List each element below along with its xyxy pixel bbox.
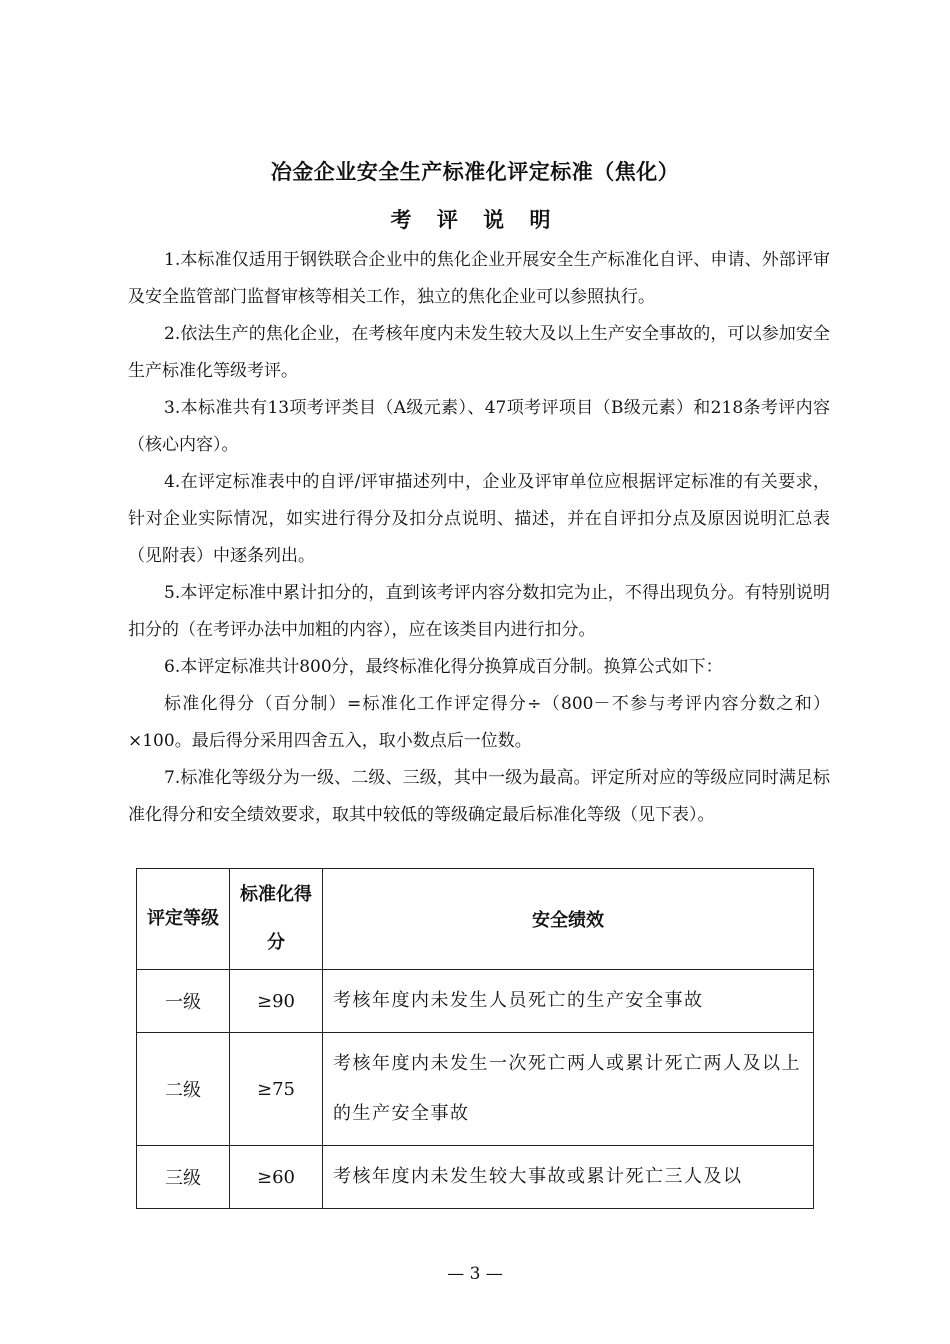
section-heading: 考 评 说 明 — [390, 208, 560, 232]
body-text — [128, 242, 830, 834]
grade-cell: 二级 — [137, 1033, 230, 1146]
table-row — [137, 1146, 814, 1209]
paragraph: 5.本评定标准中累计扣分的，直到该考评内容分数扣完为止，不得出现负分。有特别说明扣分的（在考评办法中加粗的内容），应在该类目内进行扣分。 — [128, 583, 830, 640]
document-title: 冶金企业安全生产标准化评定标准（焦化） — [270, 160, 680, 184]
table-header-row — [137, 869, 814, 970]
performance-cell: 考核年度内未发生较大事故或累计死亡三人及以 — [323, 1146, 814, 1209]
paragraph: 2.依法生产的焦化企业，在考核年度内未发生较大及以上生产安全事故的，可以参加安全生产标准化等级考评。 — [128, 324, 830, 381]
paragraph: 标准化得分（百分制）=标准化工作评定得分÷（800－不参与考评内容分数之和）×100。最后得分采用四舍五入，取小数点后一位数。 — [128, 694, 830, 751]
score-cell: ≥75 — [230, 1033, 323, 1146]
paragraph: 4.在评定标准表中的自评/评审描述列中，企业及评审单位应根据评定标准的有关要求，针对企业实际情况，如实进行得分及扣分点说明、描述，并在自评扣分点及原因说明汇总表（见附表）中逐条列出。 — [128, 472, 830, 566]
header-grade: 评定等级 — [137, 869, 230, 970]
paragraph: 3.本标准共有13项考评类目（A级元素）、47项考评项目（B级元素）和218条考评内容（核心内容）。 — [128, 398, 830, 455]
score-cell: ≥90 — [230, 970, 323, 1033]
performance-cell: 考核年度内未发生人员死亡的生产安全事故 — [323, 970, 814, 1033]
header-score: 标准化得分 — [230, 869, 323, 970]
grade-cell: 一级 — [137, 970, 230, 1033]
grade-cell: 三级 — [137, 1146, 230, 1209]
grade-table — [136, 868, 814, 1209]
score-cell: ≥60 — [230, 1146, 323, 1209]
page-number: — 3 — — [447, 1264, 503, 1284]
paragraph: 1.本标准仅适用于钢铁联合企业中的焦化企业开展安全生产标准化自评、申请、外部评审及安全监管部门监督审核等相关工作，独立的焦化企业可以参照执行。 — [128, 250, 830, 307]
table-row — [137, 970, 814, 1033]
performance-cell: 考核年度内未发生一次死亡两人或累计死亡两人及以上的生产安全事故 — [323, 1033, 814, 1146]
table-row — [137, 1033, 814, 1146]
header-performance: 安全绩效 — [323, 869, 814, 970]
paragraph: 6.本评定标准共计800分，最终标准化得分换算成百分制。换算公式如下： — [164, 657, 723, 677]
paragraph: 7.标准化等级分为一级、二级、三级，其中一级为最高。评定所对应的等级应同时满足标准化得分和安全绩效要求，取其中较低的等级确定最后标准化等级（见下表）。 — [128, 768, 830, 825]
